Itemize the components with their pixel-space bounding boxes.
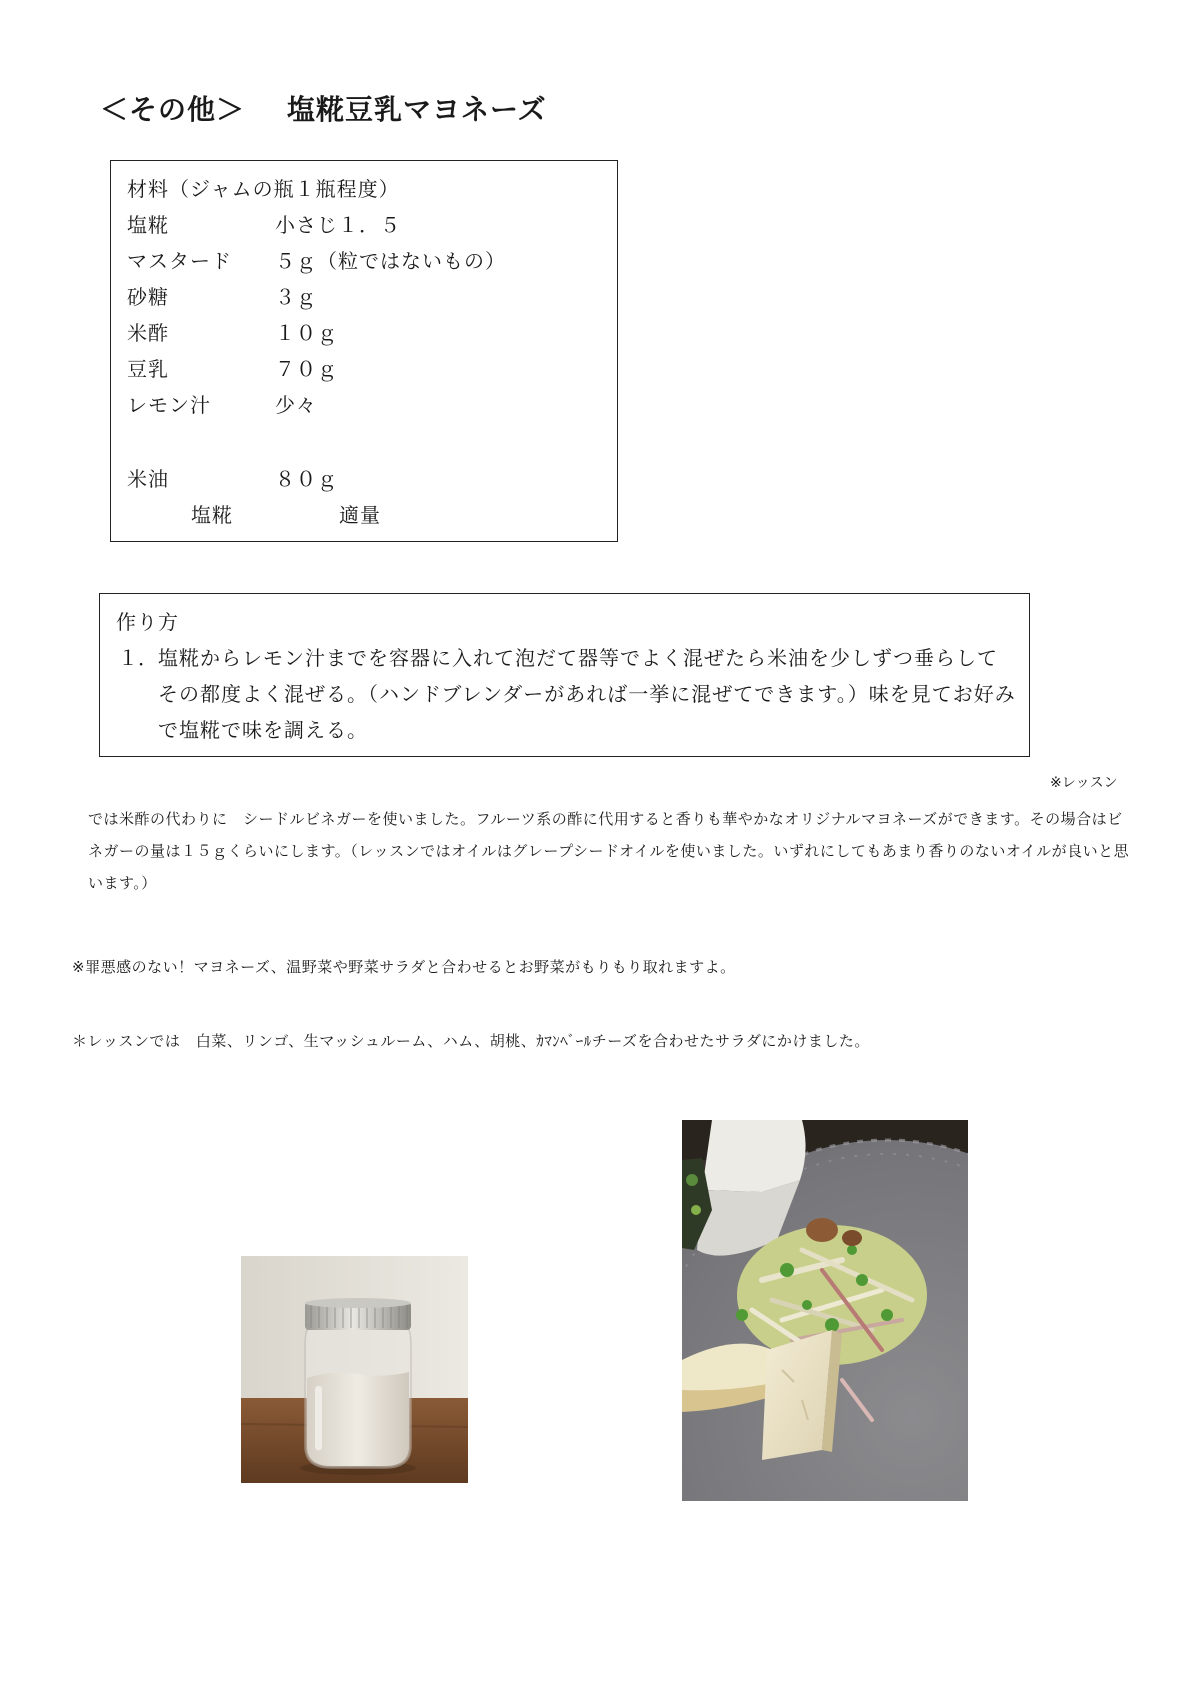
ingredient-amount: 適量 bbox=[339, 503, 381, 527]
ingredient-amount: ３ｇ bbox=[275, 285, 317, 309]
ingredient-name: 塩糀 bbox=[127, 213, 169, 237]
guilt-free-note: ※罪悪感のない！マヨネーズ、温野菜や野菜サラダと合わせるとお野菜がもりもり取れますよ。 bbox=[72, 958, 736, 976]
page-title bbox=[100, 88, 547, 128]
ingredient-name: 砂糖 bbox=[127, 285, 169, 309]
ingredient-name: 米油 bbox=[127, 467, 169, 491]
ingredients-heading: 材料（ジャムの瓶１瓶程度） bbox=[127, 177, 400, 201]
ingredient-amount: ７０ｇ bbox=[275, 357, 338, 381]
ingredient-name: 塩糀 bbox=[191, 503, 233, 527]
lesson-note-paragraph: では米酢の代わりに シードルビネガーを使いました。フルーツ系の酢に代用すると香りも華やかなオリジナルマヨネーズができます。その場合はビネガーの量は１５ｇくらいにします。（レッスンではオイルはグレープシードオイルを使いました。いずれにしてもあまり香りのないオイルが良いと思います。） bbox=[88, 810, 1130, 892]
ingredient-name: マスタード bbox=[127, 249, 232, 273]
title-category: ＜その他＞ bbox=[100, 93, 246, 126]
ingredient-name: 豆乳 bbox=[127, 357, 169, 381]
lesson-note-mark: ※レッスン bbox=[1050, 775, 1118, 791]
step-number: １． bbox=[118, 646, 158, 670]
lesson-salad-note: ＊レッスンでは 白菜、リンゴ、生マッシュルーム、ハム、胡桃、ｶﾏﾝﾍﾞｰﾙチーズを合わせたサラダにかけました。 bbox=[72, 1032, 870, 1050]
ingredient-amount: １０ｇ bbox=[275, 321, 338, 345]
method-heading: 作り方 bbox=[116, 610, 179, 634]
salad-photo bbox=[682, 1120, 968, 1501]
ingredient-amount: 小さじ１．５ bbox=[275, 213, 401, 237]
ingredient-amount: 少々 bbox=[275, 393, 317, 417]
jar-photo bbox=[241, 1256, 468, 1483]
ingredient-name: 米酢 bbox=[127, 321, 169, 345]
ingredient-name: レモン汁 bbox=[127, 393, 211, 417]
ingredients-box bbox=[110, 160, 618, 542]
step-text: 塩糀からレモン汁までを容器に入れて泡だて器等でよく混ぜたら米油を少しずつ垂らしてその都度よく混ぜる。（ハンドブレンダーがあれば一挙に混ぜてできます。）味を見てお好みで塩糀で味を調える。 bbox=[158, 646, 1016, 742]
ingredient-amount: ５ｇ（粒ではないもの） bbox=[275, 249, 506, 273]
title-recipe-name: 塩糀豆乳マヨネーズ bbox=[287, 93, 547, 126]
method-box bbox=[99, 593, 1030, 757]
ingredient-amount: ８０ｇ bbox=[275, 467, 338, 491]
